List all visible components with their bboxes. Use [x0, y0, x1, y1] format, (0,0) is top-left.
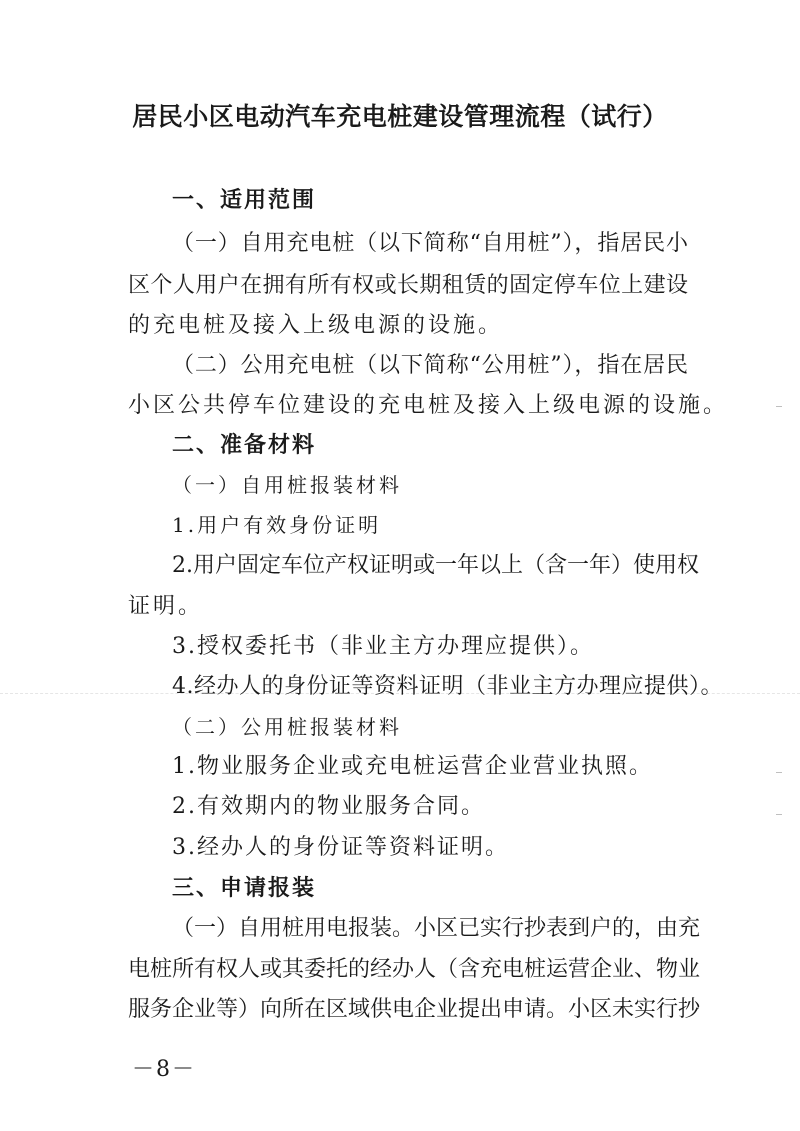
edge-mark: [776, 814, 782, 815]
list-item: 2.有效期内的物业服务合同。: [172, 794, 485, 819]
edge-mark: [776, 772, 782, 773]
paragraph-line: （一）自用桩用电报装。小区已实行抄表到户的，由充: [172, 916, 701, 941]
edge-mark: [776, 406, 782, 407]
paragraph-line: 区个人用户在拥有所有权或长期租赁的固定停车位上建设: [128, 273, 688, 298]
document-title: 居民小区电动汽车充电桩建设管理流程（试行）: [132, 102, 668, 131]
list-item: 3.经办人的身份证等资料证明。: [172, 835, 509, 860]
paragraph-line: 电桩所有权人或其委托的经办人（含充电桩运营企业、物业: [128, 957, 701, 982]
paragraph-line: 服务企业等）向所在区域供电企业提出申请。小区未实行抄: [128, 997, 701, 1022]
paragraph-line: （一）自用充电桩（以下简称“自用桩”），指居民小: [172, 231, 688, 256]
list-item: 1.用户有效身份证明: [172, 513, 382, 537]
paragraph-line: 证明。: [128, 594, 204, 619]
subsection-heading: （二）公用桩报装材料: [172, 715, 402, 739]
section-heading: 一、适用范围: [172, 188, 317, 213]
section-heading: 三、申请报装: [172, 876, 317, 901]
paragraph-line: 小区公共停车位建设的充电桩及接入上级电源的设施。: [128, 393, 729, 418]
list-item: 1.物业服务企业或充电桩运营企业营业执照。: [172, 754, 653, 779]
list-item: 3.授权委托书（非业主方办理应提供）。: [172, 634, 594, 659]
section-heading: 二、准备材料: [172, 433, 317, 458]
paragraph-line: 的充电桩及接入上级电源的设施。: [128, 313, 504, 338]
page-number: －8－: [132, 1057, 196, 1082]
paragraph-line: （二）公用充电桩（以下简称“公用桩”），指在居民: [172, 353, 688, 378]
list-item: 4.经办人的身份证等资料证明（非业主方办理应提供）。: [172, 674, 723, 699]
list-item: 2.用户固定车位产权证明或一年以上（含一年）使用权: [172, 553, 699, 578]
subsection-heading: （一）自用桩报装材料: [172, 473, 402, 497]
